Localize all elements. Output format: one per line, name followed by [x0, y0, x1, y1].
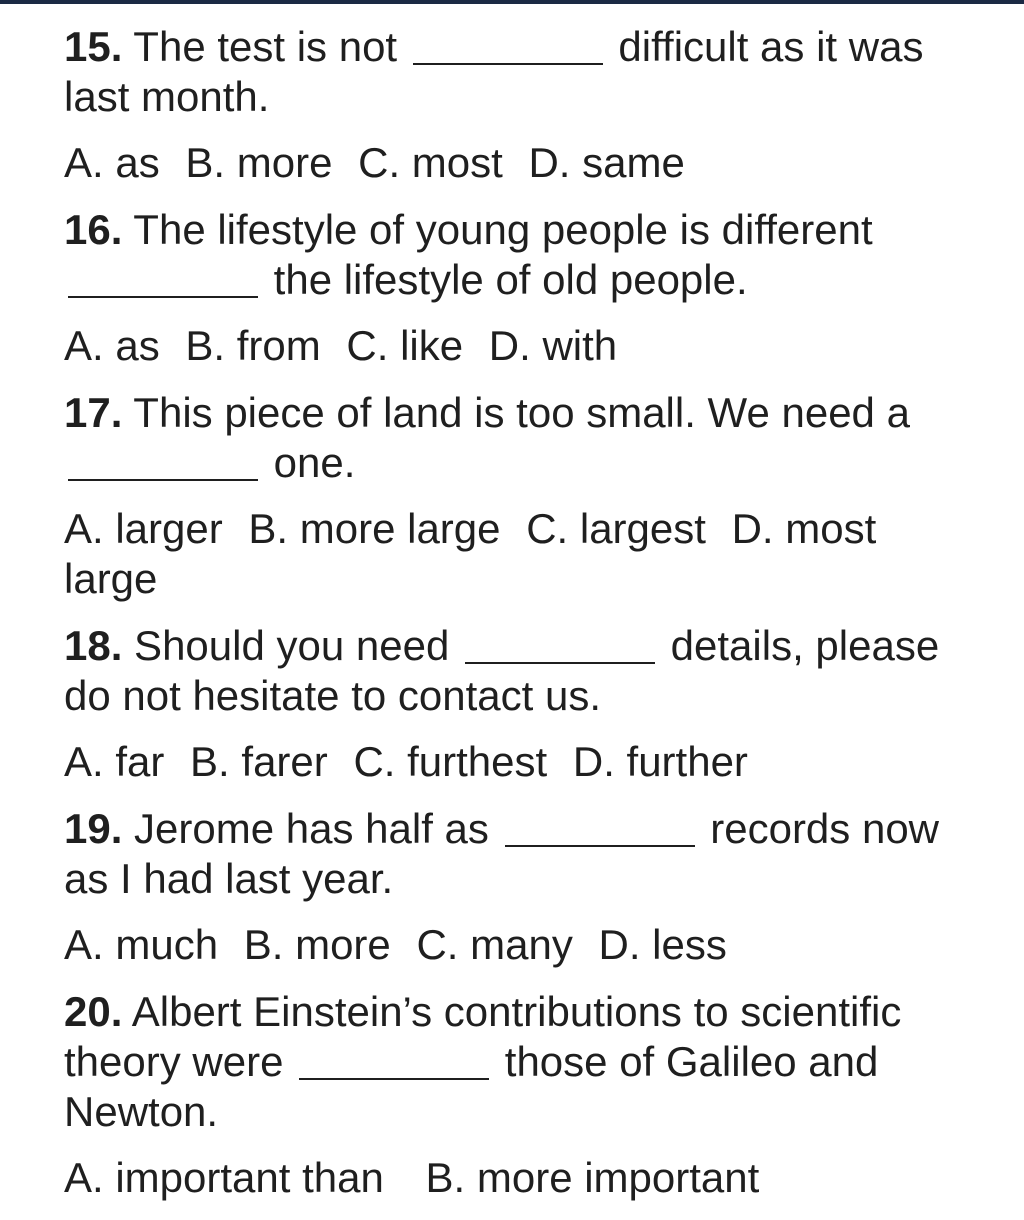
question-19: [64, 804, 964, 904]
question-number: 16.: [64, 206, 123, 253]
options-15: [64, 138, 964, 188]
option-a: A. important than: [64, 1154, 384, 1201]
option-a: A. as: [64, 322, 160, 369]
question-text-before: Should you need: [122, 622, 461, 669]
question-number: 17.: [64, 389, 123, 436]
top-border: [0, 0, 1024, 4]
options-19: [64, 920, 964, 970]
question-15: [64, 22, 964, 122]
question-text-after: records now as I had last year.: [64, 805, 940, 902]
option-b: B. more important: [425, 1154, 760, 1201]
answer-blank: [299, 1078, 489, 1080]
option-d: D. same: [528, 139, 685, 186]
question-17: [64, 388, 964, 488]
question-text-before: The test is not: [122, 23, 409, 70]
question-text-after: one.: [262, 439, 356, 486]
option-b: B. farer: [190, 738, 328, 785]
option-d: D. further: [572, 738, 748, 785]
option-c: C. largest: [526, 505, 706, 552]
options-16: [64, 321, 964, 371]
option-c: C. many: [416, 921, 573, 968]
option-d: D. most large: [64, 505, 877, 602]
answer-blank: [68, 479, 258, 481]
answer-blank: [465, 662, 655, 664]
option-b: B. more: [243, 921, 391, 968]
question-text-after: the lifestyle of old people.: [262, 256, 748, 303]
option-a: A. much: [64, 921, 219, 968]
option-b: B. more large: [248, 505, 501, 552]
option-a: A. as: [64, 139, 160, 186]
answer-blank: [413, 63, 603, 65]
option-d: D. with: [488, 322, 618, 369]
question-number: 15.: [64, 23, 123, 70]
question-16: [64, 205, 964, 305]
answer-blank: [68, 296, 258, 298]
question-text-before: This piece of land is too small. We need a: [122, 389, 910, 436]
question-text-after: details, please do not hesitate to contact us.: [64, 622, 940, 719]
option-c: C. furthest: [353, 738, 548, 785]
question-number: 19.: [64, 805, 123, 852]
answer-blank: [505, 845, 695, 847]
question-text-after: difficult as it was last month.: [64, 23, 924, 120]
option-b: B. more: [185, 139, 333, 186]
question-text-before: Albert Einstein’s contributions to scientific theory were: [64, 988, 902, 1085]
option-d: D. less: [598, 921, 727, 968]
question-18: [64, 621, 964, 721]
question-text-before: Jerome has half as: [122, 805, 501, 852]
options-17: [64, 504, 964, 604]
option-c: C. most: [358, 139, 503, 186]
question-text-before: The lifestyle of young people is different: [122, 206, 873, 253]
option-b: B. from: [185, 322, 321, 369]
question-number: 18.: [64, 622, 123, 669]
options-18: [64, 737, 964, 787]
quiz-content: [64, 22, 964, 1220]
question-20: [64, 987, 964, 1137]
options-20: [64, 1153, 964, 1203]
option-c: C. like: [346, 322, 464, 369]
option-a: A. far: [64, 738, 165, 785]
option-a: A. larger: [64, 505, 223, 552]
question-number: 20.: [64, 988, 123, 1035]
question-text-after: those of Galileo and Newton.: [64, 1038, 879, 1135]
